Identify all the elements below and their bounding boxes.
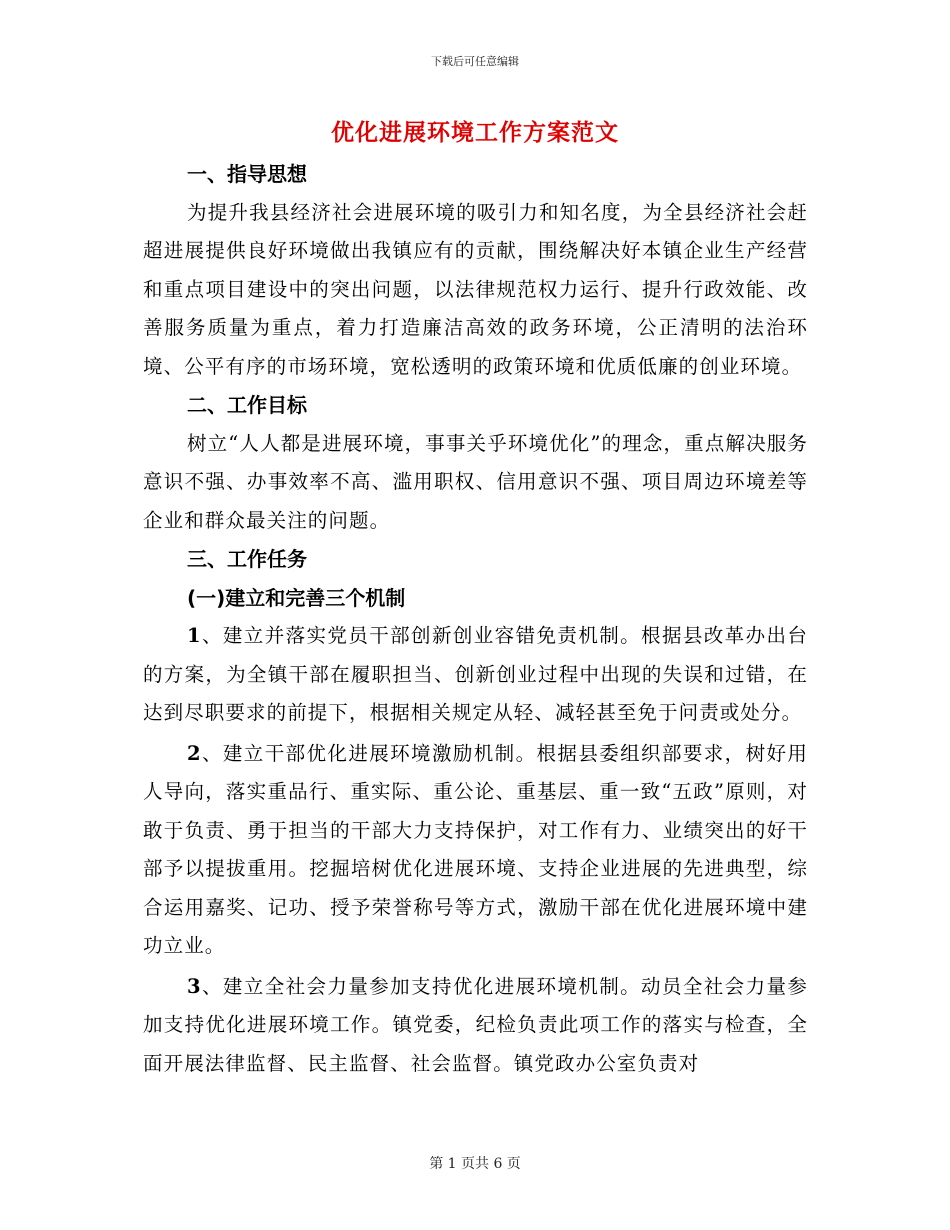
item-number-2: 2 <box>187 741 202 765</box>
paragraph-item-3 <box>143 968 808 1084</box>
document-body <box>143 155 808 1083</box>
subsection-heading-three-mechanisms: (一)建立和完善三个机制 <box>187 585 406 610</box>
section-heading-work-goals: 二、工作目标 <box>187 393 307 417</box>
item-text-3: 、建立全社会力量参加支持优化进展环境机制。动员全社会力量参加支持优化进展环境工作。镇党委，纪检负责此项工作的落实与检查，全面开展法律监督、民主监督、社会监督。镇党政办公室负责对 <box>143 974 808 1075</box>
item-text-1: 、建立并落实党员干部创新创业容错免责机制。根据县改革办出台的方案，为全镇干部在履职担当、创新创业过程中出现的失误和过错，在达到尽职要求的前提下，根据相关规定从轻、减轻甚至免于问责或处分。 <box>143 624 808 724</box>
item-number-3: 3 <box>187 974 202 998</box>
page-footer: 第 1 页共 6 页 <box>429 1156 521 1172</box>
item-text-2: 、建立干部优化进展环境激励机制。根据县委组织部要求，树好用人导向，落实重品行、重实际、重公论、重基层、重一致“五政”原则，对敢于负责、勇于担当的干部大力支持保护，对工作有力、业绩突出的好干部予以提拔重用。挖掘培树优化进展环境、支持企业进展的先进典型，综合运用嘉奖、记功、授予荣誉称号等方式，激励干部在优化进展环境中建功立业。 <box>143 741 808 957</box>
paragraph-work-goals: 树立“人人都是进展环境，事事关乎环境优化”的理念，重点解决服务意识不强、办事效率不高、滥用职权、信用意识不强、项目周边环境差等企业和群众最关注的问题。 <box>143 431 808 532</box>
document-title: 优化进展环境工作方案范文 <box>331 120 619 146</box>
page-header-note: 下载后可任意编辑 <box>431 55 519 68</box>
paragraph-guiding-thought: 为提升我县经济社会进展环境的吸引力和知名度，为全县经济社会赶超进展提供良好环境做出我镇应有的贡献，围绕解决好本镇企业生产经营和重点项目建设中的突出问题，以法律规范权力运行、提升行政效能、改善服务质量为重点，着力打造廉洁高效的政务环境，公正清明的法治环境、公平有序的市场环境，宽松透明的政策环境和优质低廉的创业环境。 <box>143 200 808 378</box>
item-number-1: 1 <box>187 624 202 647</box>
paragraph-item-1 <box>143 617 808 733</box>
section-heading-guiding-thought: 一、指导思想 <box>187 162 307 186</box>
section-heading-work-tasks: 三、工作任务 <box>187 547 307 571</box>
paragraph-item-2 <box>143 735 808 966</box>
